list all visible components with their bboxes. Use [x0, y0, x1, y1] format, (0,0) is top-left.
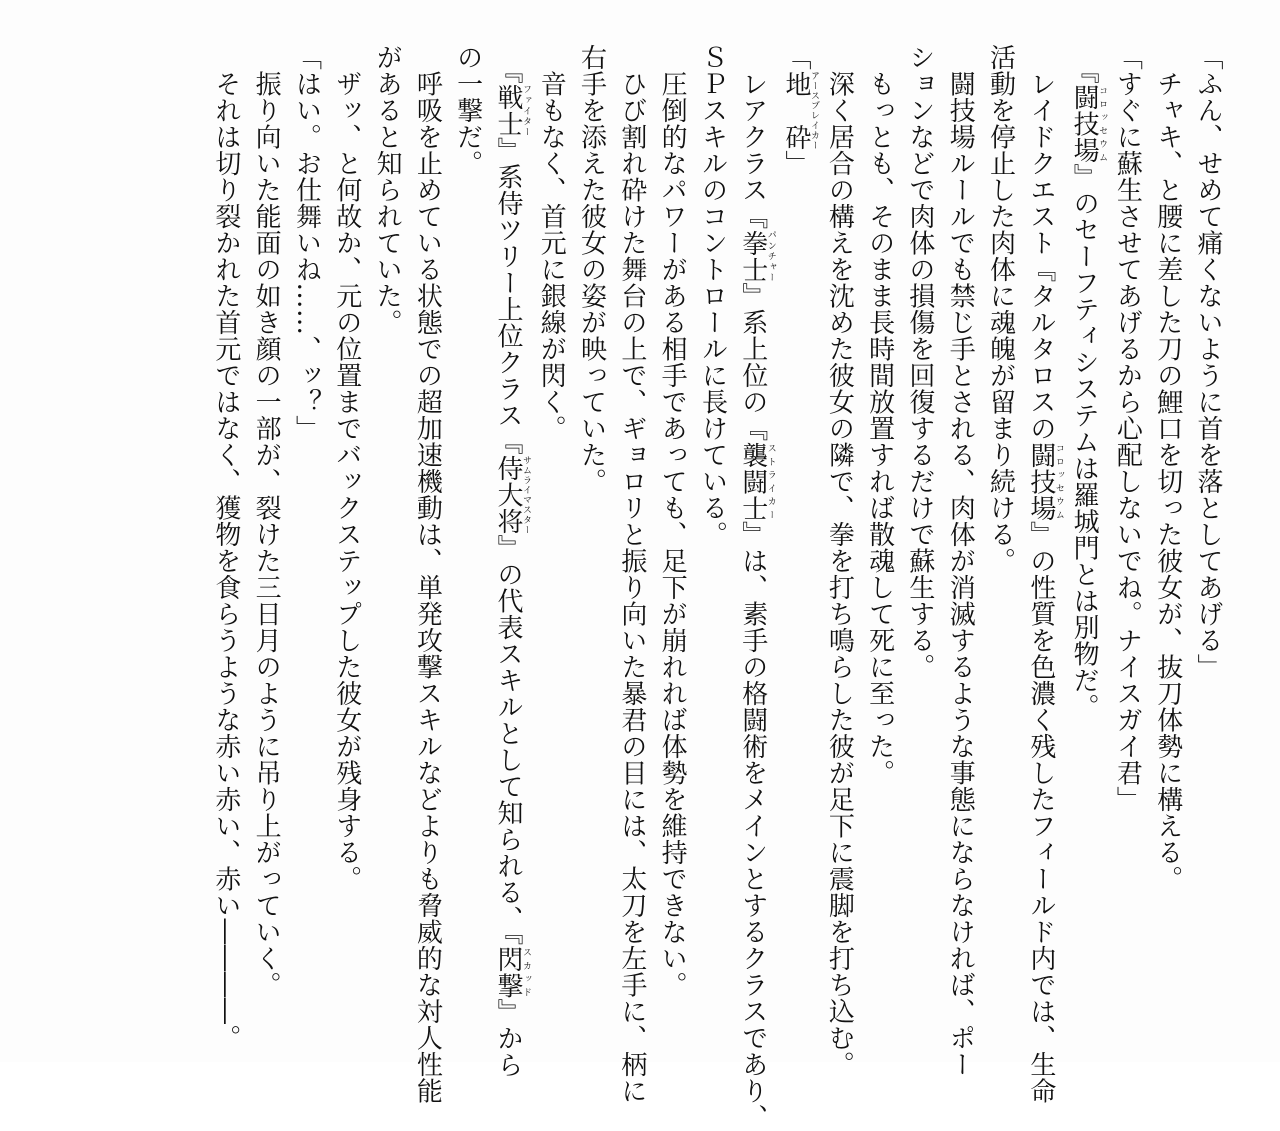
- text-line: [980, 44, 1020, 1024]
- text-line: [900, 44, 940, 1024]
- ruby-base: 闘技場: [1025, 441, 1056, 521]
- text-segment: 振り向いた能面の如き顔の一部が、裂けた三日月のように吊り上がっていく。: [251, 44, 282, 998]
- text-line: [1188, 44, 1228, 1024]
- text-segment: 音もなく、首元に銀線が閃く。: [536, 44, 567, 442]
- ruby-term: [492, 945, 531, 999]
- text-line: [859, 44, 899, 1024]
- ruby-term: [781, 70, 820, 151]
- ruby-term: [737, 441, 776, 522]
- text-segment: 闘技場ルールでも禁じ手とされる、肉体が消滅するような事態にならなければ、ポー: [945, 44, 976, 1078]
- ruby-reading: スカッド: [520, 945, 531, 999]
- text-segment: の一撃だ。: [452, 44, 483, 177]
- text-segment: 圧倒的なパワーがある相手であっても、足下が崩れれば体勢を維持できない。: [657, 44, 688, 998]
- text-segment: ションなどで肉体の損傷を回復するだけで蘇生する。: [904, 44, 935, 680]
- text-segment: があると知られていた。: [372, 44, 403, 336]
- text-segment: 「: [781, 44, 812, 71]
- text-line: [531, 44, 571, 1024]
- text-line: [367, 44, 407, 1024]
- ruby-base: 闘技場: [1069, 84, 1100, 164]
- text-segment: レアクラス『: [737, 44, 768, 230]
- ruby-term: [492, 84, 531, 137]
- text-segment: 活動を停止した肉体に魂魄が留まり続ける。: [985, 44, 1016, 574]
- ruby-base: 戦士: [492, 84, 523, 137]
- text-segment: ザッ、と何故か、元の位置までバックステップした彼女が残身する。: [331, 44, 362, 892]
- ruby-base: 閃撃: [492, 945, 523, 999]
- ruby-term: [1025, 441, 1064, 522]
- text-line: [447, 44, 487, 1024]
- text-line: [488, 44, 531, 1078]
- ruby-term: [492, 455, 531, 535]
- text-line: [1147, 44, 1187, 1024]
- text-segment: 『: [492, 44, 523, 84]
- text-segment: それは切り裂かれた首元ではなく、獲物を食らうような赤い赤い、赤い――――。: [210, 44, 241, 1051]
- ruby-base: 拳士: [737, 229, 768, 283]
- ruby-reading: コロッセウム: [1053, 441, 1064, 521]
- ruby-reading: アースブレイカー: [809, 70, 820, 150]
- text-segment: チャキ、と腰に差した刀の鯉口を切った彼女が、抜刀体勢に構える。: [1152, 44, 1183, 892]
- vertical-text-body: [28, 44, 1228, 1131]
- text-line: [206, 44, 246, 1051]
- text-line: [692, 44, 732, 1024]
- ruby-reading: サムライマスター: [520, 455, 531, 535]
- text-segment: 『: [1069, 44, 1100, 84]
- ruby-reading: パンチャー: [765, 229, 776, 283]
- text-segment: 「すぐに蘇生させてあげるから心配しないでね。ナイスガイ君」: [1112, 44, 1143, 813]
- text-segment: 』は、素手の格闘術をメインとするクラスであり、: [737, 521, 768, 1131]
- ruby-term: [737, 229, 776, 283]
- text-line: [246, 44, 286, 1024]
- text-line: [1064, 44, 1107, 1024]
- ruby-reading: ストライカー: [765, 441, 776, 521]
- text-segment: 深く居合の構えを沈めた彼女の隣で、拳を打ち鳴らした彼が足下に震脚を打ち込む。: [824, 44, 855, 1078]
- text-segment: 「はい。お仕舞いね……、ッ？」: [291, 44, 322, 442]
- text-segment: ひび割れ砕けた舞台の上で、ギョロリと振り向いた暴君の目には、太刀を左手に、柄に: [616, 44, 647, 1104]
- text-line: [776, 44, 819, 1024]
- text-segment: 右手を添えた彼女の姿が映っていた。: [576, 44, 607, 495]
- text-segment: 』のセーフティシステムは羅城門とは別物だ。: [1069, 163, 1100, 720]
- text-segment: 』から: [492, 998, 523, 1078]
- text-line: [571, 44, 611, 1024]
- ruby-base: 襲闘士: [737, 441, 768, 521]
- text-line: [407, 44, 447, 1104]
- ruby-base: 地 砕: [781, 70, 812, 150]
- text-segment: 』系上位の『: [737, 282, 768, 442]
- text-segment: レイドクエスト『タルタロスの: [1025, 44, 1056, 442]
- text-segment: 「ふん、せめて痛くないように首を落としてあげる」: [1193, 44, 1223, 680]
- text-segment: 呼吸を止めている状態での超加速機動は、単発攻撃スキルなどよりも脅威的な対人性能: [412, 44, 443, 1104]
- text-segment: 』の代表スキルとして知られる、『: [492, 534, 523, 946]
- text-segment: ＳＰスキルのコントロールに長けている。: [697, 44, 728, 548]
- ruby-reading: ファイター: [520, 84, 531, 137]
- text-segment: もっとも、そのまま長時間放置すれば散魂して死に至った。: [864, 44, 895, 786]
- ruby-base: 侍大将: [492, 455, 523, 535]
- text-line: [652, 44, 692, 1024]
- text-segment: 』の性質を色濃く残したフィールド内では、生命: [1025, 521, 1056, 1104]
- text-line: [819, 44, 859, 1078]
- ruby-reading: コロッセウム: [1097, 84, 1108, 164]
- text-line: [1021, 44, 1064, 1104]
- text-line: [326, 44, 366, 1024]
- text-line: [286, 44, 326, 1024]
- ruby-term: [1069, 84, 1108, 164]
- text-line: [732, 44, 776, 1131]
- text-segment: 』系侍ツリー上位クラス『: [492, 137, 523, 455]
- text-segment: 」: [781, 150, 812, 177]
- text-line: [1107, 44, 1147, 1024]
- text-line: [612, 44, 652, 1104]
- text-line: [940, 44, 980, 1078]
